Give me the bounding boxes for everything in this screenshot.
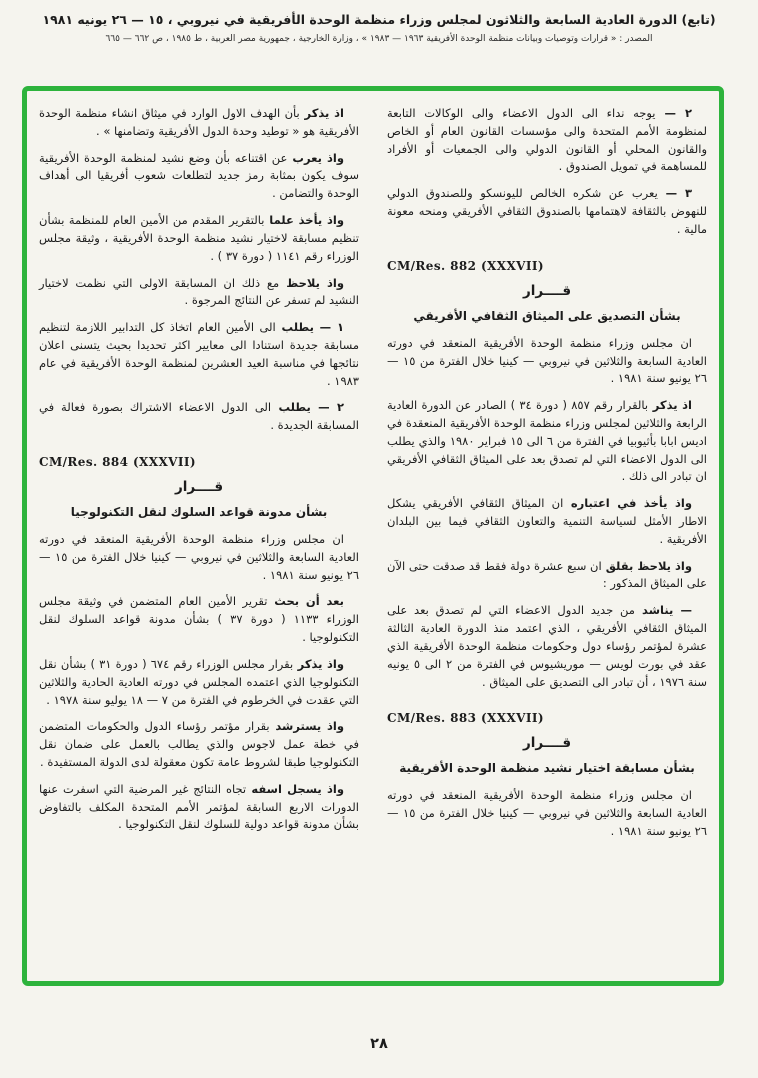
resolution-subject: بشأن مسابقة اختيار نشيد منظمة الوحدة الأفريقية <box>399 761 695 776</box>
paragraph: ان مجلس وزراء منظمة الوحدة الأفريقية المنعقد في دورته العادية السابعة والثلاثين في نيروبي — كينيا خلال الفترة من ١٥ — ٢٦ يونيو سنة ١٩٨١ . <box>39 532 360 582</box>
column-left <box>39 105 359 973</box>
paragraph: واذ يأخذ علما بالتقرير المقدم من الأمين العام للمنظمة بشأن تنظيم مسابقة لاختيار نشيد منظمة الوحدة الأفريقية ، وثيقة مجلس الوزراء رقم ١١٤١ ( دورة ٣٧ ) . <box>39 213 359 263</box>
paragraph-lead: واذ يعرب <box>287 150 344 165</box>
content-frame <box>22 86 724 986</box>
columns-container <box>39 105 707 973</box>
paragraph: — يناشد من جديد الدول الاعضاء التي لم تصدق بعد على الميثاق الثقافي الأفريقي ، الذي اعتمد منذ الدورة العادية الثالثة عشرة لمؤتمر رؤساء دول وحكومات منظمة الوحدة الأفريقية الذي عقد في بورت لويس — موريشيوس في الفترة من ٢ الى ٥ يونيه سنة ١٩٧٦ ، أن تبادر الى التصديق على الميثاق . <box>387 603 707 689</box>
paragraph: واذ يلاحظ بقلق ان سبع عشرة دولة فقط قد صدقت حتى الآن على الميثاق المذكور : <box>387 558 707 591</box>
paragraph: واذ يذكر بقرار مجلس الوزراء رقم ٦٧٤ ( دورة ٣١ ) بشأن نقل التكنولوجيا الذي اعتمده المجلس في دورته العادية الحادية والثلاثين التي عقدت في الخرطوم في الفترة من ٧ — ١٨ يوليو سنة ١٩٧٨ . <box>39 656 359 707</box>
paragraph-lead: — يناشد <box>634 603 692 618</box>
paragraph-lead: ٢ — <box>655 106 692 120</box>
page-header <box>10 12 748 44</box>
header-source: المصدر : « قرارات وتوصيات وبيانات منظمة الوحدة الأفريقية ١٩٦٣ — ١٩٨٣ » ، وزارة الخارجية ، جمهورية مصر العربية ، ط ١٩٨٥ ، ص ٦٦٢ — ٦٦٥ <box>105 34 653 44</box>
paragraph-lead: اذ يذكر <box>299 106 344 120</box>
paragraph: واذ يأخذ في اعتباره ان الميثاق الثقافي الأفريقي يشكل الاطار الأمثل لسياسة التنمية والتعاون الثقافي فيما بين البلدان الأفريقية . <box>387 496 707 546</box>
paragraph-lead: واذ يسجل اسفه <box>246 781 344 796</box>
page-number: ٢٨ <box>370 1036 388 1052</box>
resolution-code: CM/Res. 883 (XXXVII) <box>387 711 544 726</box>
paragraph-lead: واذ يأخذ في اعتباره <box>563 496 692 511</box>
paragraph-lead: واذ يذكر <box>293 656 344 671</box>
paragraph: بعد أن بحث تقرير الأمين العام المتضمن في وثيقة مجلس الوزراء ١١٣٣ ( دورة ٣٧ ) بشأن مدونة قواعد السلوك لنقل التكنولوجيا . <box>39 594 359 645</box>
paragraph-lead: اذ يذكر <box>648 398 692 413</box>
paragraph: واذ يلاحظ مع ذلك ان المسابقة الاولى التي نظمت لاختيار النشيد لم تسفر عن النتائج المرجوة . <box>39 275 359 308</box>
paragraph-lead: واذ يلاحظ بقلق <box>601 558 693 573</box>
paragraph-lead: بعد أن بحث <box>267 594 344 609</box>
paragraph-lead: واذ يأخذ علما <box>264 213 344 228</box>
paragraph: واذ يسترشد بقرار مؤتمر رؤساء الدول والحكومات المتضمن في خطة عمل لاجوس والذي يطالب بالعمل على ضمان نقل التكنولوجيا طبقا لشروط عامة تكون معقولة لدى الدولة المستفيدة . <box>39 719 359 769</box>
paragraph-lead: واذ يسترشد <box>269 719 344 734</box>
column-right <box>387 105 707 973</box>
resolution-subject: بشأن التصديق على الميثاق الثقافي الأفريقي <box>413 308 681 323</box>
resolution-subject: بشأن مدونة قواعد السلوك لنقل التكنولوجيا <box>70 505 328 519</box>
resolution-title: قــــرار <box>522 282 572 299</box>
paragraph-lead: ٢ — يطلب <box>271 400 344 415</box>
paragraph: ان مجلس وزراء منظمة الوحدة الأفريقية المنعقد في دورته العادية السابعة والثلاثين في نيروبي — كينيا خلال الفترة من ١٥ — ٢٦ يونيو سنة ١٩٨١ . <box>387 788 708 838</box>
resolution-title: قــــرار <box>522 735 572 752</box>
resolution-code: CM/Res. 882 (XXXVII) <box>387 258 544 273</box>
paragraph: ٣ — يعرب عن شكره الخالص لليونسكو وللصندوق الدولي للنهوض بالثقافة لاهتمامها بالصندوق الثقافي الأفريقي ومنحه معونة مالية . <box>387 186 707 236</box>
paragraph: ٢ — يوجه نداء الى الدول الاعضاء والى الوكالات التابعة لمنظومة الأمم المتحدة والى مؤسسات القانون العام أو الخاص والقانون المحلي أو القانون الدولي والى الجمعيات أو الأفراد للمساهمة في تمويل الصندوق . <box>387 106 707 174</box>
paragraph-lead: ٣ — <box>657 186 693 201</box>
paragraph: اذ يذكر بالقرار رقم ٨٥٧ ( دورة ٣٤ ) الصادر عن الدورة العادية الرابعة والثلاثين لمجلس وزراء منظمة الوحدة الأفريقية المنعقدة في اديس ابابا بأثيوبيا في الفترة من ٦ الى ١٥ فبراير ١٩٨٠ والذي يطلب الى الدول الاعضاء التي لم تصدق بعد على الميثاق الثقافي الأفريقي ان تبادر الى ذلك . <box>387 398 707 484</box>
paragraph-lead: واذ يلاحظ <box>279 275 344 290</box>
paragraph: ١ — يطلب الى الأمين العام اتخاذ كل التدابير اللازمة لتنظيم مسابقة جديدة استنادا الى معايير اكثر تحديدا بحيث يتسنى اعلان نتائجها في مناسبة العيد العشرين لمنظمة الوحدة الأفريقية في عام ١٩٨٣ . <box>39 320 359 388</box>
resolution-title: قــــرار <box>174 479 224 495</box>
paragraph: واذ يعرب عن اقتناعه بأن وضع نشيد لمنظمة الوحدة الأفريقية سوف يكون بمثابة رمز جديد لتطلعات شعوب أفريقيا الى أهداف الوحدة والتضامن . <box>39 150 359 201</box>
resolution-code: CM/Res. 884 (XXXVII) <box>39 455 196 469</box>
paragraph-lead: ١ — يطلب <box>275 320 344 335</box>
paragraph: ٢ — يطلب الى الدول الاعضاء الاشتراك بصورة فعالة في المسابقة الجديدة . <box>39 400 359 433</box>
paragraph: اذ يذكر بأن الهدف الاول الوارد في ميثاق انشاء منظمة الوحدة الأفريقية هو « توطيد وحدة الدول الأفريقية وتضامنها » . <box>39 106 359 138</box>
header-title: (تابع) الدورة العادية السابعة والثلاثون لمجلس وزراء منظمة الوحدة الأفريقية في نيروبي ، ١٥ — ٢٦ يونيه ١٩٨١ <box>42 12 716 27</box>
paragraph: ان مجلس وزراء منظمة الوحدة الأفريقية المنعقد في دورته العادية السابعة والثلاثين في نيروبي — كينيا خلال الفترة من ١٥ — ٢٦ يونيو سنة ١٩٨١ . <box>387 335 708 386</box>
paragraph: واذ يسجل اسفه تجاه النتائج غير المرضية التي اسفرت عنها الدورات الاربع السابقة لمؤتمر الأمم المتحدة المكلف بالتفاوض بشأن مدونة قواعد دولية للسلوك لنقل التكنولوجيا . <box>39 781 359 832</box>
